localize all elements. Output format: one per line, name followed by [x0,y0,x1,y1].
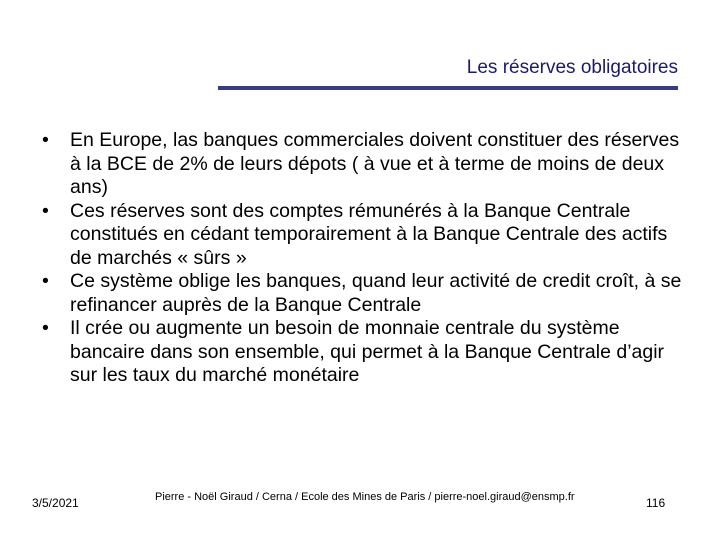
slide-title: Les réserves obligatoires [466,57,678,78]
bullet-glyph: • [42,270,49,292]
bullet-text: En Europe, las banques commerciales doivent constituer des réserves à la BCE de 2% de leurs dépots ( à vue et à terme de moins de deux ans) [70,129,680,198]
bullet-text: Ce système oblige les banques, quand leur activité de credit croît, à se refinancer auprès de la Banque Centrale [70,270,682,316]
bullet-text: Ces réserves sont des comptes rémunérés à la Banque Centrale constitués en cédant temporairement à la Banque Centrale des actifs de marchés « sûrs » [70,199,668,269]
title-underline [218,86,678,90]
bullet-glyph: • [42,129,49,151]
bullet-item [42,200,692,271]
page-number: 116 [646,496,666,510]
bullet-glyph: • [42,199,49,222]
footer-date: 3/5/2021 [32,496,79,510]
bullet-item [42,317,692,388]
bullet-list [42,129,692,388]
bullet-item [42,129,692,200]
bullet-item [42,270,692,317]
footer-credit: Pierre - Noël Giraud / Cerna / Ecole des Mines de Paris / pierre-noel.giraud@ensmp.fr [155,491,575,503]
bullet-glyph: • [42,317,49,339]
bullet-text: Il crée ou augmente un besoin de monnaie centrale du système bancaire dans son ensemble, qui permet à la Banque Centrale d’agir sur les taux du marché monétaire [70,317,665,386]
